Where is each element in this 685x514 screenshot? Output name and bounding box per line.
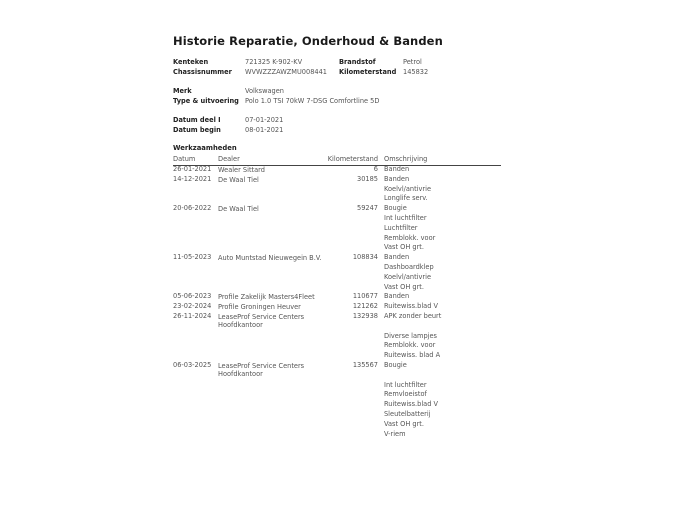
row-dealer-name-line2: Hoofdkantoor	[218, 369, 263, 378]
row-omschrijving	[384, 361, 438, 439]
header-omschrijving: Omschrijving	[384, 155, 428, 163]
row-omschrijving	[384, 253, 434, 292]
header-datum: Datum	[173, 155, 196, 163]
omschrijving-item: Vast OH grt.	[384, 419, 424, 428]
table-row	[173, 204, 501, 253]
omschrijving-item: Bougie	[384, 204, 407, 213]
merk-value: Volkswagen	[245, 87, 284, 95]
row-dealer-name: Wealer Sittard	[218, 166, 265, 174]
omschrijving-item: Int luchtfilter	[384, 213, 427, 222]
werkzaamheden-heading: Werkzaamheden	[173, 144, 237, 152]
chassis-label: Chassisnummer	[173, 67, 232, 76]
kenteken-label: Kenteken	[173, 58, 209, 66]
omschrijving-item	[384, 322, 441, 332]
row-omschrijving	[384, 292, 409, 302]
row-dealer-name: Profile Zakelijk Masters4Fleet	[218, 293, 315, 302]
row-dealer	[218, 313, 304, 329]
omschrijving-item: Diverse lampjes	[384, 331, 437, 340]
table-row	[173, 165, 501, 175]
header-dealer: Dealer	[218, 155, 240, 163]
page-title: Historie Reparatie, Onderhoud & Banden	[173, 34, 443, 48]
omschrijving-item: Ruitewiss. blad A	[384, 351, 441, 360]
row-dealer-name: De Waal Tiel	[218, 175, 259, 184]
omschrijving-item: Dashboardklep	[384, 262, 434, 271]
omschrijving-item: Ruitewiss.blad V	[384, 302, 438, 311]
werkzaamheden-table	[173, 165, 501, 439]
row-omschrijving	[384, 175, 431, 204]
omschrijving-item: Vast OH grt.	[384, 243, 424, 252]
table-row	[173, 361, 501, 439]
omschrijving-item: Sleutelbatterij	[384, 409, 431, 418]
omschrijving-item: Remblokk. voor	[384, 341, 436, 350]
row-datum: 26-11-2024	[173, 311, 212, 320]
table-row	[173, 253, 501, 292]
table-row	[173, 292, 501, 302]
table-row	[173, 175, 501, 204]
row-dealer-name: Profile Groningen Heuver	[218, 303, 301, 312]
row-dealer	[218, 254, 322, 262]
omschrijving-item: Luchtfilter	[384, 223, 418, 232]
row-dealer-name: Auto Muntstad Nieuwegein B.V.	[218, 254, 322, 263]
row-datum: 11-05-2023	[173, 253, 212, 262]
row-dealer	[218, 362, 304, 378]
row-datum: 05-06-2023	[173, 292, 212, 301]
omschrijving-item: Banden	[384, 292, 410, 301]
row-dealer-name: LeaseProf Service Centers	[218, 361, 305, 370]
row-omschrijving	[384, 302, 438, 312]
datum-begin-value: 08-01-2021	[245, 125, 284, 134]
row-dealer	[218, 176, 259, 184]
row-kilometerstand: 30185	[357, 174, 378, 183]
omschrijving-item: Remvloeistof	[384, 390, 427, 399]
omschrijving-item: Ruitewiss.blad V	[384, 400, 438, 409]
omschrijving-item: Banden	[384, 165, 410, 173]
row-kilometerstand: 121262	[352, 302, 378, 311]
omschrijving-item: Banden	[384, 253, 410, 262]
kenteken-value: 721325 K-902-KV	[245, 58, 303, 66]
type-label: Type & uitvoering	[173, 96, 239, 105]
table-row	[173, 302, 501, 312]
row-omschrijving	[384, 204, 435, 253]
omschrijving-item: Koelvl/antivrie	[384, 184, 432, 193]
omschrijving-item: APK zonder beurt	[384, 311, 442, 320]
table-row	[173, 312, 501, 361]
omschrijving-item: Remblokk. voor	[384, 233, 436, 242]
row-omschrijving	[384, 165, 409, 175]
row-kilometerstand: 108834	[352, 253, 378, 262]
header-km: Kilometerstand	[327, 155, 378, 163]
row-kilometerstand: 135567	[352, 360, 378, 369]
omschrijving-item: Longlife serv.	[384, 194, 428, 203]
merk-label: Merk	[173, 87, 192, 95]
omschrijving-item: Koelvl/antivrie	[384, 272, 432, 281]
datum-deel-value: 07-01-2021	[245, 116, 284, 124]
brandstof-value: Petrol	[403, 58, 422, 66]
row-dealer-name: De Waal Tiel	[218, 205, 259, 214]
row-kilometerstand: 110677	[352, 292, 378, 301]
km-label: Kilometerstand	[339, 67, 397, 76]
row-dealer-name-line2: Hoofdkantoor	[218, 320, 263, 329]
omschrijving-item: V-riem	[384, 429, 406, 438]
type-value: Polo 1.0 TSI 70kW 7-DSG Comfortline 5D	[245, 96, 380, 105]
row-datum: 26-01-2021	[173, 165, 212, 173]
omschrijving-item: Int luchtfilter	[384, 380, 427, 389]
row-kilometerstand: 6	[373, 165, 378, 173]
row-omschrijving	[384, 312, 441, 361]
datum-deel-label: Datum deel I	[173, 116, 221, 124]
row-datum: 23-02-2024	[173, 302, 212, 311]
chassis-value: WVWZZZAWZMU008441	[245, 67, 327, 76]
datum-begin-label: Datum begin	[173, 125, 221, 134]
omschrijving-item: Bougie	[384, 360, 407, 369]
row-dealer-name: LeaseProf Service Centers	[218, 312, 305, 321]
row-dealer	[218, 303, 301, 311]
report	[173, 34, 503, 438]
omschrijving-item: Vast OH grt.	[384, 282, 424, 291]
omschrijving-item: Banden	[384, 174, 410, 183]
row-datum: 20-06-2022	[173, 204, 212, 213]
row-datum: 06-03-2025	[173, 360, 212, 369]
row-dealer	[218, 166, 265, 174]
brandstof-label: Brandstof	[339, 58, 376, 66]
row-datum: 14-12-2021	[173, 174, 212, 183]
row-kilometerstand: 59247	[357, 204, 378, 213]
row-dealer	[218, 293, 315, 301]
km-value: 145832	[403, 67, 429, 76]
omschrijving-item	[384, 371, 438, 381]
row-dealer	[218, 205, 259, 213]
row-kilometerstand: 132938	[352, 311, 378, 320]
